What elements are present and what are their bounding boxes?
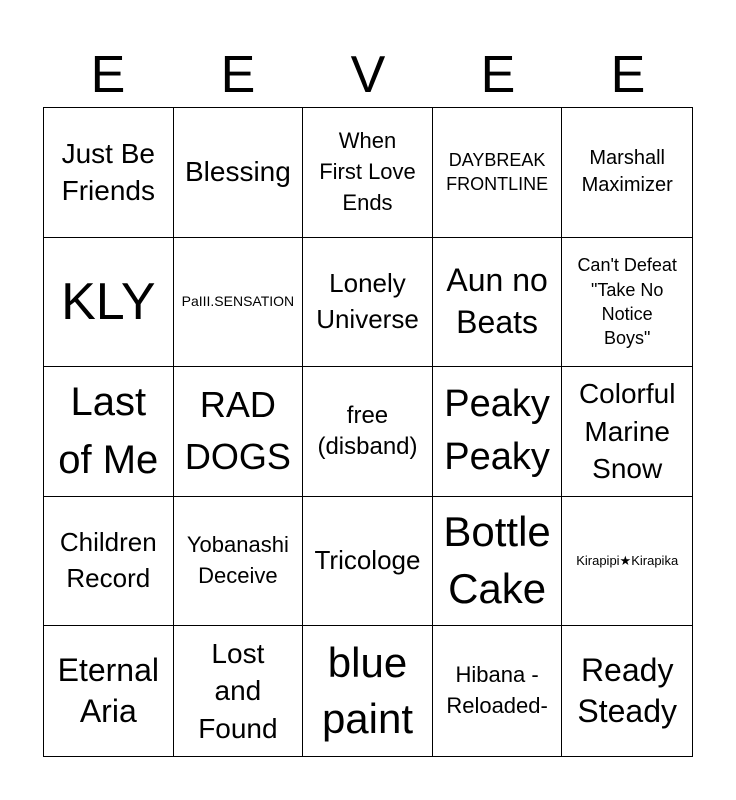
bingo-cell[interactable] — [44, 108, 174, 238]
cell-text: RAD DOGS — [184, 384, 291, 478]
cell-text: Can't Defeat "Take No Notice Boys" — [577, 255, 677, 349]
bingo-cell[interactable] — [174, 497, 304, 627]
cell-text: Tricologe — [314, 545, 421, 576]
bingo-cell[interactable] — [174, 367, 304, 497]
bingo-cell[interactable] — [433, 108, 563, 238]
cell-text: Lonely Universe — [316, 268, 419, 334]
cell-text: Yobanashi Deceive — [186, 532, 289, 589]
bingo-cell[interactable] — [433, 238, 563, 368]
cell-text: Ready Steady — [577, 651, 677, 730]
cell-text: Hibana - Reloaded- — [446, 662, 548, 719]
bingo-cell[interactable] — [174, 238, 304, 368]
cell-text: Aun no Beats — [446, 262, 548, 340]
bingo-cell[interactable] — [303, 108, 433, 238]
cell-text: Colorful Marine Snow — [578, 377, 676, 485]
bingo-cell[interactable] — [44, 626, 174, 756]
cell-text: free (disband) — [317, 402, 418, 461]
cell-text: When First Love Ends — [319, 128, 416, 215]
cell-text: Eternal Aria — [57, 651, 159, 730]
header-letter-5: E — [610, 46, 646, 104]
bingo-cell[interactable] — [174, 626, 304, 756]
bingo-cell[interactable] — [44, 367, 174, 497]
bingo-cell[interactable] — [303, 367, 433, 497]
bingo-cell[interactable] — [433, 497, 563, 627]
header-letter-2: E — [220, 46, 256, 104]
cell-text: Marshall Maximizer — [581, 147, 673, 197]
cell-text: Blessing — [184, 156, 291, 188]
cell-text: PaIII.SENSATION — [181, 293, 295, 310]
cell-text: Lost and Found — [198, 637, 278, 745]
bingo-cell[interactable] — [562, 626, 692, 756]
bingo-cell[interactable] — [562, 497, 692, 627]
bingo-cell[interactable] — [433, 626, 563, 756]
cell-text: DAYBREAK FRONTLINE — [446, 150, 549, 195]
cell-text: Kirapipi★Kirapika — [576, 552, 679, 568]
cell-text: blue paint — [321, 638, 414, 743]
cell-text: KLY — [61, 272, 156, 331]
bingo-board — [43, 107, 693, 757]
cell-text: Bottle Cake — [443, 508, 551, 613]
bingo-cell[interactable] — [562, 238, 692, 368]
bingo-cell[interactable] — [562, 367, 692, 497]
cell-text: Peaky Peaky — [444, 382, 550, 479]
bingo-cell[interactable] — [303, 626, 433, 756]
bingo-header — [43, 44, 693, 106]
header-letter-1: E — [90, 46, 126, 104]
header-letter-3: V — [350, 46, 386, 104]
bingo-cell[interactable] — [303, 497, 433, 627]
header-letter-4: E — [480, 46, 516, 104]
bingo-cell[interactable] — [303, 238, 433, 368]
bingo-cell[interactable] — [562, 108, 692, 238]
bingo-cell[interactable] — [174, 108, 304, 238]
cell-text: Children Record — [59, 527, 157, 594]
cell-text: Just Be Friends — [61, 137, 155, 207]
bingo-cell[interactable] — [44, 497, 174, 627]
bingo-cell[interactable] — [433, 367, 563, 497]
bingo-cell[interactable] — [44, 238, 174, 368]
cell-text: Last of Me — [58, 380, 159, 483]
